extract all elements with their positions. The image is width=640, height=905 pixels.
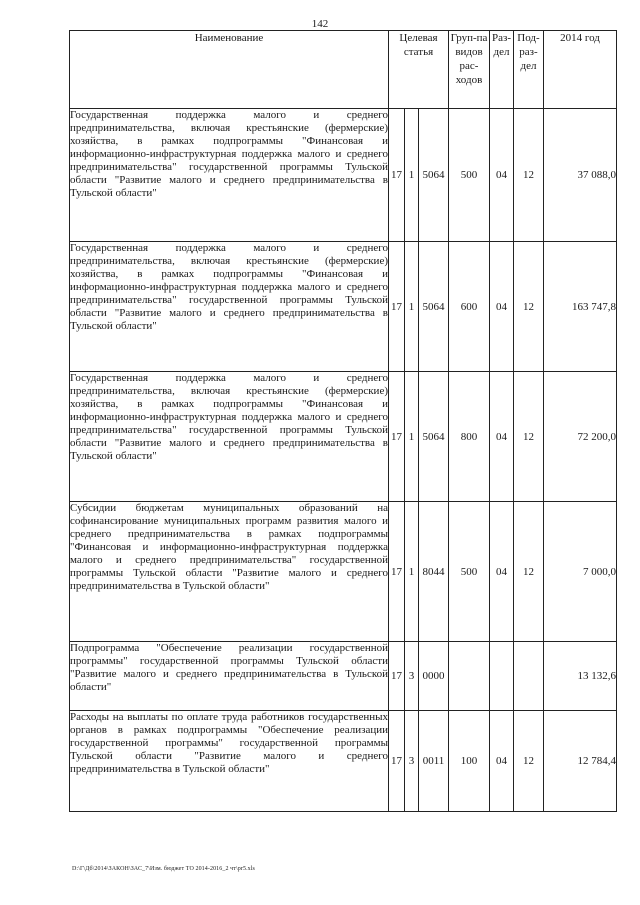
header-target-article: Целевая статья: [389, 31, 449, 109]
target-article-code-3: 5064: [419, 109, 449, 242]
section-value: [490, 642, 514, 711]
section-value: 04: [490, 372, 514, 502]
header-expense-group: Груп-па видов рас-ходов: [449, 31, 490, 109]
target-article-code-3: 5064: [419, 242, 449, 372]
target-article-code-2: 1: [405, 242, 419, 372]
page-number: 142: [311, 18, 329, 30]
row-name: Государственная поддержка малого и среднего предпринимательства, включая крестьянские (фермерские) хозяйства, в рамках подпрограммы "Финансовая и информационно-инфраструктурная поддержка малого и среднего предпринимательства" государственной программы Тульской области "Развитие малого и среднего предпринимательства в Тульской области": [70, 242, 389, 372]
target-article-code-1: 17: [389, 372, 405, 502]
header-year: 2014 год: [544, 31, 617, 109]
amount-2014: 72 200,0: [544, 372, 617, 502]
table-row: [70, 711, 617, 812]
header-name: Наименование: [70, 31, 389, 109]
expense-group-value: 600: [449, 242, 490, 372]
target-article-code-1: 17: [389, 711, 405, 812]
target-article-code-2: 3: [405, 642, 419, 711]
target-article-code-2: 3: [405, 711, 419, 812]
footer-file-path: D:\Г\Дб\2014\ЗАКОН\ЗАС_7\Изм. бюджет ТО 2014-2016_2 чт\pr5.xls: [72, 866, 255, 872]
subsection-value: 12: [514, 109, 544, 242]
table-row: [70, 109, 617, 242]
row-name: Государственная поддержка малого и среднего предпринимательства, включая крестьянские (фермерские) хозяйства, в рамках подпрограммы "Финансовая и информационно-инфраструктурная поддержка малого и среднего предпринимательства" государственной программы Тульской области "Развитие малого и среднего предпринимательства в Тульской области": [70, 109, 389, 242]
table-row: [70, 642, 617, 711]
section-value: 04: [490, 502, 514, 642]
target-article-code-1: 17: [389, 242, 405, 372]
section-value: 04: [490, 242, 514, 372]
expense-group-value: 500: [449, 502, 490, 642]
amount-2014: 163 747,8: [544, 242, 617, 372]
target-article-code-3: 0000: [419, 642, 449, 711]
target-article-code-1: 17: [389, 642, 405, 711]
header-subsection: Под-раз-дел: [514, 31, 544, 109]
target-article-code-1: 17: [389, 502, 405, 642]
expense-group-value: [449, 642, 490, 711]
expense-group-value: 800: [449, 372, 490, 502]
amount-2014: 37 088,0: [544, 109, 617, 242]
target-article-code-2: 1: [405, 502, 419, 642]
target-article-code-2: 1: [405, 109, 419, 242]
row-name: Государственная поддержка малого и среднего предпринимательства, включая крестьянские (фермерские) хозяйства, в рамках подпрограммы "Финансовая и информационно-инфраструктурная поддержка малого и среднего предпринимательства" государственной программы Тульской области "Развитие малого и среднего предпринимательства в Тульской области": [70, 372, 389, 502]
amount-2014: 13 132,6: [544, 642, 617, 711]
amount-2014: 7 000,0: [544, 502, 617, 642]
subsection-value: 12: [514, 711, 544, 812]
amount-2014: 12 784,4: [544, 711, 617, 812]
header-section: Раз-дел: [490, 31, 514, 109]
section-value: 04: [490, 109, 514, 242]
row-name: Субсидии бюджетам муниципальных образований на софинансирование муниципальных программ развития малого и среднего предпринимательства в рамках подпрограммы "Финансовая и информационно-инфраструктурная поддержка малого и среднего предпринимательства" государственной программы Тульской области "Развитие малого и среднего предпринимательства в Тульской области": [70, 502, 389, 642]
row-name: Подпрограмма "Обеспечение реализации государственной программы" государственной программы Тульской области "Развитие малого и среднего предпринимательства в Тульской области": [70, 642, 389, 711]
table-row: [70, 372, 617, 502]
subsection-value: 12: [514, 502, 544, 642]
expense-group-value: 100: [449, 711, 490, 812]
target-article-code-3: 0011: [419, 711, 449, 812]
budget-table: [69, 30, 617, 812]
expense-group-value: 500: [449, 109, 490, 242]
table-row: [70, 242, 617, 372]
target-article-code-1: 17: [389, 109, 405, 242]
section-value: 04: [490, 711, 514, 812]
subsection-value: 12: [514, 372, 544, 502]
subsection-value: [514, 642, 544, 711]
header-row: [70, 31, 617, 109]
target-article-code-3: 5064: [419, 372, 449, 502]
subsection-value: 12: [514, 242, 544, 372]
table-row: [70, 502, 617, 642]
row-name: Расходы на выплаты по оплате труда работников государственных органов в рамках подпрограммы "Обеспечение реализации государственной программы" государственной программы Тульской области "Развитие малого и среднего предпринимательства в Тульской области": [70, 711, 389, 812]
target-article-code-2: 1: [405, 372, 419, 502]
target-article-code-3: 8044: [419, 502, 449, 642]
